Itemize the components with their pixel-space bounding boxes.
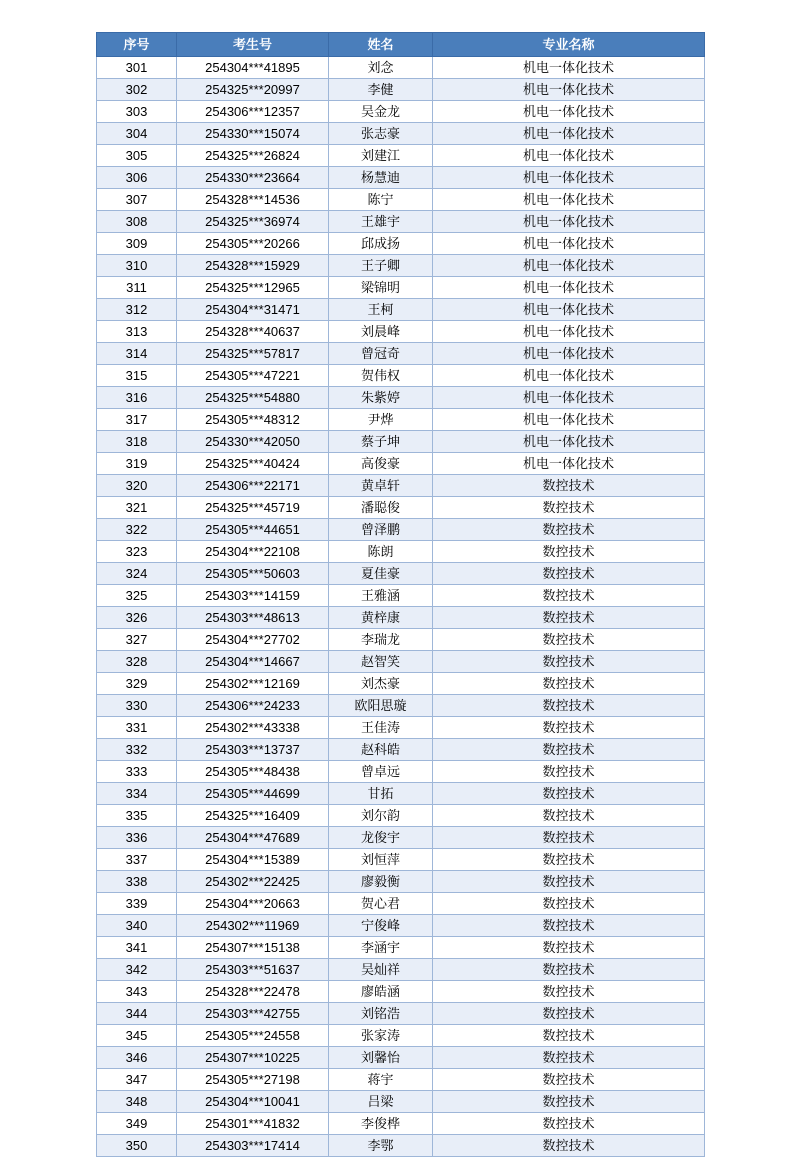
table-row xyxy=(97,431,705,453)
cell-index: 306 xyxy=(97,167,177,189)
table-row xyxy=(97,871,705,893)
cell-name: 刘杰豪 xyxy=(329,673,433,695)
cell-exam-number: 254306***24233 xyxy=(177,695,329,717)
table-row xyxy=(97,387,705,409)
cell-name: 李鄂 xyxy=(329,1135,433,1157)
cell-index: 316 xyxy=(97,387,177,409)
cell-major: 机电一体化技术 xyxy=(433,211,705,233)
table-row xyxy=(97,79,705,101)
cell-name: 蔡子坤 xyxy=(329,431,433,453)
cell-name: 杨慧迪 xyxy=(329,167,433,189)
table-header xyxy=(97,33,705,57)
table-row xyxy=(97,761,705,783)
cell-name: 龙俊宇 xyxy=(329,827,433,849)
cell-index: 335 xyxy=(97,805,177,827)
table-row xyxy=(97,145,705,167)
cell-index: 349 xyxy=(97,1113,177,1135)
table-row xyxy=(97,651,705,673)
cell-index: 322 xyxy=(97,519,177,541)
cell-index: 308 xyxy=(97,211,177,233)
cell-major: 数控技术 xyxy=(433,959,705,981)
table-row xyxy=(97,343,705,365)
cell-exam-number: 254302***12169 xyxy=(177,673,329,695)
cell-name: 刘恒萍 xyxy=(329,849,433,871)
cell-exam-number: 254328***40637 xyxy=(177,321,329,343)
table-row xyxy=(97,629,705,651)
table-row xyxy=(97,475,705,497)
cell-index: 314 xyxy=(97,343,177,365)
cell-major: 机电一体化技术 xyxy=(433,79,705,101)
cell-index: 312 xyxy=(97,299,177,321)
table-body xyxy=(97,57,705,1157)
column-header-name: 姓名 xyxy=(329,33,433,57)
table-row xyxy=(97,1047,705,1069)
cell-major: 数控技术 xyxy=(433,607,705,629)
cell-exam-number: 254304***15389 xyxy=(177,849,329,871)
cell-exam-number: 254306***12357 xyxy=(177,101,329,123)
cell-major: 数控技术 xyxy=(433,541,705,563)
cell-index: 339 xyxy=(97,893,177,915)
cell-exam-number: 254304***20663 xyxy=(177,893,329,915)
cell-exam-number: 254307***15138 xyxy=(177,937,329,959)
cell-exam-number: 254304***22108 xyxy=(177,541,329,563)
cell-index: 310 xyxy=(97,255,177,277)
cell-name: 刘尔韵 xyxy=(329,805,433,827)
cell-exam-number: 254325***36974 xyxy=(177,211,329,233)
cell-exam-number: 254305***48312 xyxy=(177,409,329,431)
cell-exam-number: 254325***45719 xyxy=(177,497,329,519)
cell-index: 336 xyxy=(97,827,177,849)
cell-major: 数控技术 xyxy=(433,849,705,871)
cell-index: 347 xyxy=(97,1069,177,1091)
cell-exam-number: 254304***10041 xyxy=(177,1091,329,1113)
cell-major: 数控技术 xyxy=(433,893,705,915)
table-row xyxy=(97,981,705,1003)
cell-major: 机电一体化技术 xyxy=(433,321,705,343)
cell-exam-number: 254303***17414 xyxy=(177,1135,329,1157)
cell-exam-number: 254303***51637 xyxy=(177,959,329,981)
cell-index: 319 xyxy=(97,453,177,475)
cell-name: 王雅涵 xyxy=(329,585,433,607)
cell-major: 机电一体化技术 xyxy=(433,101,705,123)
cell-major: 数控技术 xyxy=(433,629,705,651)
cell-name: 李涵宇 xyxy=(329,937,433,959)
cell-name: 李俊桦 xyxy=(329,1113,433,1135)
cell-index: 338 xyxy=(97,871,177,893)
cell-major: 数控技术 xyxy=(433,673,705,695)
table-row xyxy=(97,57,705,79)
cell-index: 328 xyxy=(97,651,177,673)
cell-major: 数控技术 xyxy=(433,695,705,717)
cell-exam-number: 254328***22478 xyxy=(177,981,329,1003)
cell-major: 数控技术 xyxy=(433,871,705,893)
cell-index: 301 xyxy=(97,57,177,79)
cell-index: 346 xyxy=(97,1047,177,1069)
cell-name: 甘拓 xyxy=(329,783,433,805)
cell-index: 341 xyxy=(97,937,177,959)
cell-index: 345 xyxy=(97,1025,177,1047)
cell-index: 329 xyxy=(97,673,177,695)
cell-major: 机电一体化技术 xyxy=(433,365,705,387)
cell-major: 机电一体化技术 xyxy=(433,145,705,167)
cell-name: 欧阳思璇 xyxy=(329,695,433,717)
cell-exam-number: 254328***15929 xyxy=(177,255,329,277)
cell-major: 数控技术 xyxy=(433,717,705,739)
table-row xyxy=(97,189,705,211)
cell-name: 吴灿祥 xyxy=(329,959,433,981)
table-row xyxy=(97,519,705,541)
cell-name: 赵科皓 xyxy=(329,739,433,761)
cell-index: 342 xyxy=(97,959,177,981)
cell-major: 数控技术 xyxy=(433,519,705,541)
column-header-exam-number: 考生号 xyxy=(177,33,329,57)
cell-major: 数控技术 xyxy=(433,475,705,497)
cell-index: 303 xyxy=(97,101,177,123)
cell-index: 344 xyxy=(97,1003,177,1025)
table-row xyxy=(97,805,705,827)
cell-index: 307 xyxy=(97,189,177,211)
table-row xyxy=(97,607,705,629)
table-row xyxy=(97,277,705,299)
table-row xyxy=(97,717,705,739)
table-row xyxy=(97,453,705,475)
table-row xyxy=(97,849,705,871)
cell-name: 陈宁 xyxy=(329,189,433,211)
table-row xyxy=(97,321,705,343)
cell-exam-number: 254304***41895 xyxy=(177,57,329,79)
cell-index: 326 xyxy=(97,607,177,629)
cell-exam-number: 254325***26824 xyxy=(177,145,329,167)
table-row xyxy=(97,959,705,981)
cell-name: 李健 xyxy=(329,79,433,101)
cell-exam-number: 254302***22425 xyxy=(177,871,329,893)
cell-major: 机电一体化技术 xyxy=(433,233,705,255)
cell-index: 330 xyxy=(97,695,177,717)
table-row xyxy=(97,1091,705,1113)
cell-name: 尹烨 xyxy=(329,409,433,431)
cell-index: 315 xyxy=(97,365,177,387)
cell-exam-number: 254328***14536 xyxy=(177,189,329,211)
table-row xyxy=(97,937,705,959)
cell-major: 机电一体化技术 xyxy=(433,343,705,365)
cell-major: 数控技术 xyxy=(433,915,705,937)
cell-exam-number: 254305***47221 xyxy=(177,365,329,387)
cell-name: 夏佳豪 xyxy=(329,563,433,585)
cell-exam-number: 254304***27702 xyxy=(177,629,329,651)
table-header-row xyxy=(97,33,705,57)
cell-major: 数控技术 xyxy=(433,651,705,673)
cell-exam-number: 254325***16409 xyxy=(177,805,329,827)
cell-index: 348 xyxy=(97,1091,177,1113)
cell-exam-number: 254305***20266 xyxy=(177,233,329,255)
cell-name: 刘馨怡 xyxy=(329,1047,433,1069)
cell-index: 313 xyxy=(97,321,177,343)
cell-index: 320 xyxy=(97,475,177,497)
cell-major: 数控技术 xyxy=(433,497,705,519)
cell-name: 曾冠奇 xyxy=(329,343,433,365)
cell-major: 机电一体化技术 xyxy=(433,57,705,79)
table-row xyxy=(97,211,705,233)
table-row xyxy=(97,783,705,805)
cell-name: 廖毅衡 xyxy=(329,871,433,893)
cell-index: 331 xyxy=(97,717,177,739)
cell-name: 朱紫婷 xyxy=(329,387,433,409)
cell-exam-number: 254305***27198 xyxy=(177,1069,329,1091)
cell-exam-number: 254330***23664 xyxy=(177,167,329,189)
cell-name: 刘铭浩 xyxy=(329,1003,433,1025)
cell-index: 343 xyxy=(97,981,177,1003)
candidate-roster-table xyxy=(96,32,705,1157)
cell-exam-number: 254302***11969 xyxy=(177,915,329,937)
cell-major: 数控技术 xyxy=(433,1135,705,1157)
table-row xyxy=(97,497,705,519)
cell-exam-number: 254325***12965 xyxy=(177,277,329,299)
cell-index: 332 xyxy=(97,739,177,761)
cell-name: 贺心君 xyxy=(329,893,433,915)
cell-index: 337 xyxy=(97,849,177,871)
cell-major: 机电一体化技术 xyxy=(433,299,705,321)
cell-major: 机电一体化技术 xyxy=(433,409,705,431)
cell-exam-number: 254304***31471 xyxy=(177,299,329,321)
cell-exam-number: 254303***48613 xyxy=(177,607,329,629)
cell-exam-number: 254304***14667 xyxy=(177,651,329,673)
cell-major: 数控技术 xyxy=(433,937,705,959)
cell-index: 327 xyxy=(97,629,177,651)
table-row xyxy=(97,1025,705,1047)
cell-exam-number: 254307***10225 xyxy=(177,1047,329,1069)
table-row xyxy=(97,299,705,321)
cell-index: 323 xyxy=(97,541,177,563)
cell-major: 数控技术 xyxy=(433,1091,705,1113)
table-row xyxy=(97,695,705,717)
cell-index: 305 xyxy=(97,145,177,167)
table-row xyxy=(97,255,705,277)
cell-major: 机电一体化技术 xyxy=(433,167,705,189)
cell-index: 309 xyxy=(97,233,177,255)
table-row xyxy=(97,167,705,189)
cell-exam-number: 254303***14159 xyxy=(177,585,329,607)
cell-exam-number: 254302***43338 xyxy=(177,717,329,739)
cell-exam-number: 254306***22171 xyxy=(177,475,329,497)
cell-exam-number: 254305***24558 xyxy=(177,1025,329,1047)
cell-name: 张志豪 xyxy=(329,123,433,145)
cell-index: 334 xyxy=(97,783,177,805)
cell-name: 赵智笑 xyxy=(329,651,433,673)
cell-name: 梁锦明 xyxy=(329,277,433,299)
cell-major: 机电一体化技术 xyxy=(433,453,705,475)
cell-major: 数控技术 xyxy=(433,1113,705,1135)
table-row xyxy=(97,101,705,123)
cell-name: 吴金龙 xyxy=(329,101,433,123)
cell-name: 吕梁 xyxy=(329,1091,433,1113)
cell-major: 数控技术 xyxy=(433,805,705,827)
cell-index: 340 xyxy=(97,915,177,937)
cell-exam-number: 254304***47689 xyxy=(177,827,329,849)
cell-name: 高俊豪 xyxy=(329,453,433,475)
cell-index: 318 xyxy=(97,431,177,453)
cell-exam-number: 254305***44651 xyxy=(177,519,329,541)
cell-name: 潘聪俊 xyxy=(329,497,433,519)
cell-exam-number: 254330***15074 xyxy=(177,123,329,145)
cell-index: 302 xyxy=(97,79,177,101)
cell-major: 机电一体化技术 xyxy=(433,431,705,453)
cell-major: 数控技术 xyxy=(433,827,705,849)
cell-name: 王佳涛 xyxy=(329,717,433,739)
table-row xyxy=(97,739,705,761)
cell-major: 机电一体化技术 xyxy=(433,189,705,211)
table-row xyxy=(97,827,705,849)
cell-index: 324 xyxy=(97,563,177,585)
cell-major: 数控技术 xyxy=(433,1047,705,1069)
cell-exam-number: 254325***40424 xyxy=(177,453,329,475)
cell-name: 曾泽鹏 xyxy=(329,519,433,541)
column-header-index: 序号 xyxy=(97,33,177,57)
cell-name: 张家涛 xyxy=(329,1025,433,1047)
cell-name: 王柯 xyxy=(329,299,433,321)
cell-major: 数控技术 xyxy=(433,739,705,761)
cell-major: 机电一体化技术 xyxy=(433,255,705,277)
cell-exam-number: 254301***41832 xyxy=(177,1113,329,1135)
cell-major: 数控技术 xyxy=(433,1003,705,1025)
table-row xyxy=(97,233,705,255)
cell-index: 350 xyxy=(97,1135,177,1157)
cell-exam-number: 254325***57817 xyxy=(177,343,329,365)
table-row xyxy=(97,1113,705,1135)
cell-name: 陈朗 xyxy=(329,541,433,563)
table-row xyxy=(97,915,705,937)
table-row xyxy=(97,893,705,915)
table-row xyxy=(97,409,705,431)
cell-name: 王雄宇 xyxy=(329,211,433,233)
cell-name: 刘晨峰 xyxy=(329,321,433,343)
cell-index: 333 xyxy=(97,761,177,783)
cell-index: 325 xyxy=(97,585,177,607)
cell-exam-number: 254325***20997 xyxy=(177,79,329,101)
table-row xyxy=(97,563,705,585)
cell-name: 宁俊峰 xyxy=(329,915,433,937)
cell-name: 李瑞龙 xyxy=(329,629,433,651)
cell-name: 蒋宇 xyxy=(329,1069,433,1091)
cell-name: 刘建江 xyxy=(329,145,433,167)
cell-name: 黄梓康 xyxy=(329,607,433,629)
cell-major: 数控技术 xyxy=(433,1025,705,1047)
cell-name: 刘念 xyxy=(329,57,433,79)
cell-name: 黄卓轩 xyxy=(329,475,433,497)
cell-major: 数控技术 xyxy=(433,981,705,1003)
cell-index: 311 xyxy=(97,277,177,299)
cell-name: 廖皓涵 xyxy=(329,981,433,1003)
cell-exam-number: 254325***54880 xyxy=(177,387,329,409)
table-row xyxy=(97,365,705,387)
cell-major: 数控技术 xyxy=(433,761,705,783)
cell-major: 数控技术 xyxy=(433,585,705,607)
cell-exam-number: 254305***50603 xyxy=(177,563,329,585)
cell-major: 机电一体化技术 xyxy=(433,277,705,299)
cell-name: 邱成扬 xyxy=(329,233,433,255)
cell-exam-number: 254305***44699 xyxy=(177,783,329,805)
cell-name: 王子卿 xyxy=(329,255,433,277)
table-row xyxy=(97,123,705,145)
table-row xyxy=(97,1069,705,1091)
cell-exam-number: 254303***42755 xyxy=(177,1003,329,1025)
cell-name: 贺伟权 xyxy=(329,365,433,387)
cell-index: 317 xyxy=(97,409,177,431)
cell-major: 数控技术 xyxy=(433,563,705,585)
cell-index: 321 xyxy=(97,497,177,519)
cell-major: 数控技术 xyxy=(433,783,705,805)
column-header-major: 专业名称 xyxy=(433,33,705,57)
table-row xyxy=(97,541,705,563)
cell-major: 机电一体化技术 xyxy=(433,123,705,145)
table-row xyxy=(97,585,705,607)
table-row xyxy=(97,1135,705,1157)
cell-name: 曾卓远 xyxy=(329,761,433,783)
cell-major: 数控技术 xyxy=(433,1069,705,1091)
table-row xyxy=(97,673,705,695)
cell-exam-number: 254303***13737 xyxy=(177,739,329,761)
cell-major: 机电一体化技术 xyxy=(433,387,705,409)
cell-index: 304 xyxy=(97,123,177,145)
cell-exam-number: 254330***42050 xyxy=(177,431,329,453)
table-row xyxy=(97,1003,705,1025)
cell-exam-number: 254305***48438 xyxy=(177,761,329,783)
